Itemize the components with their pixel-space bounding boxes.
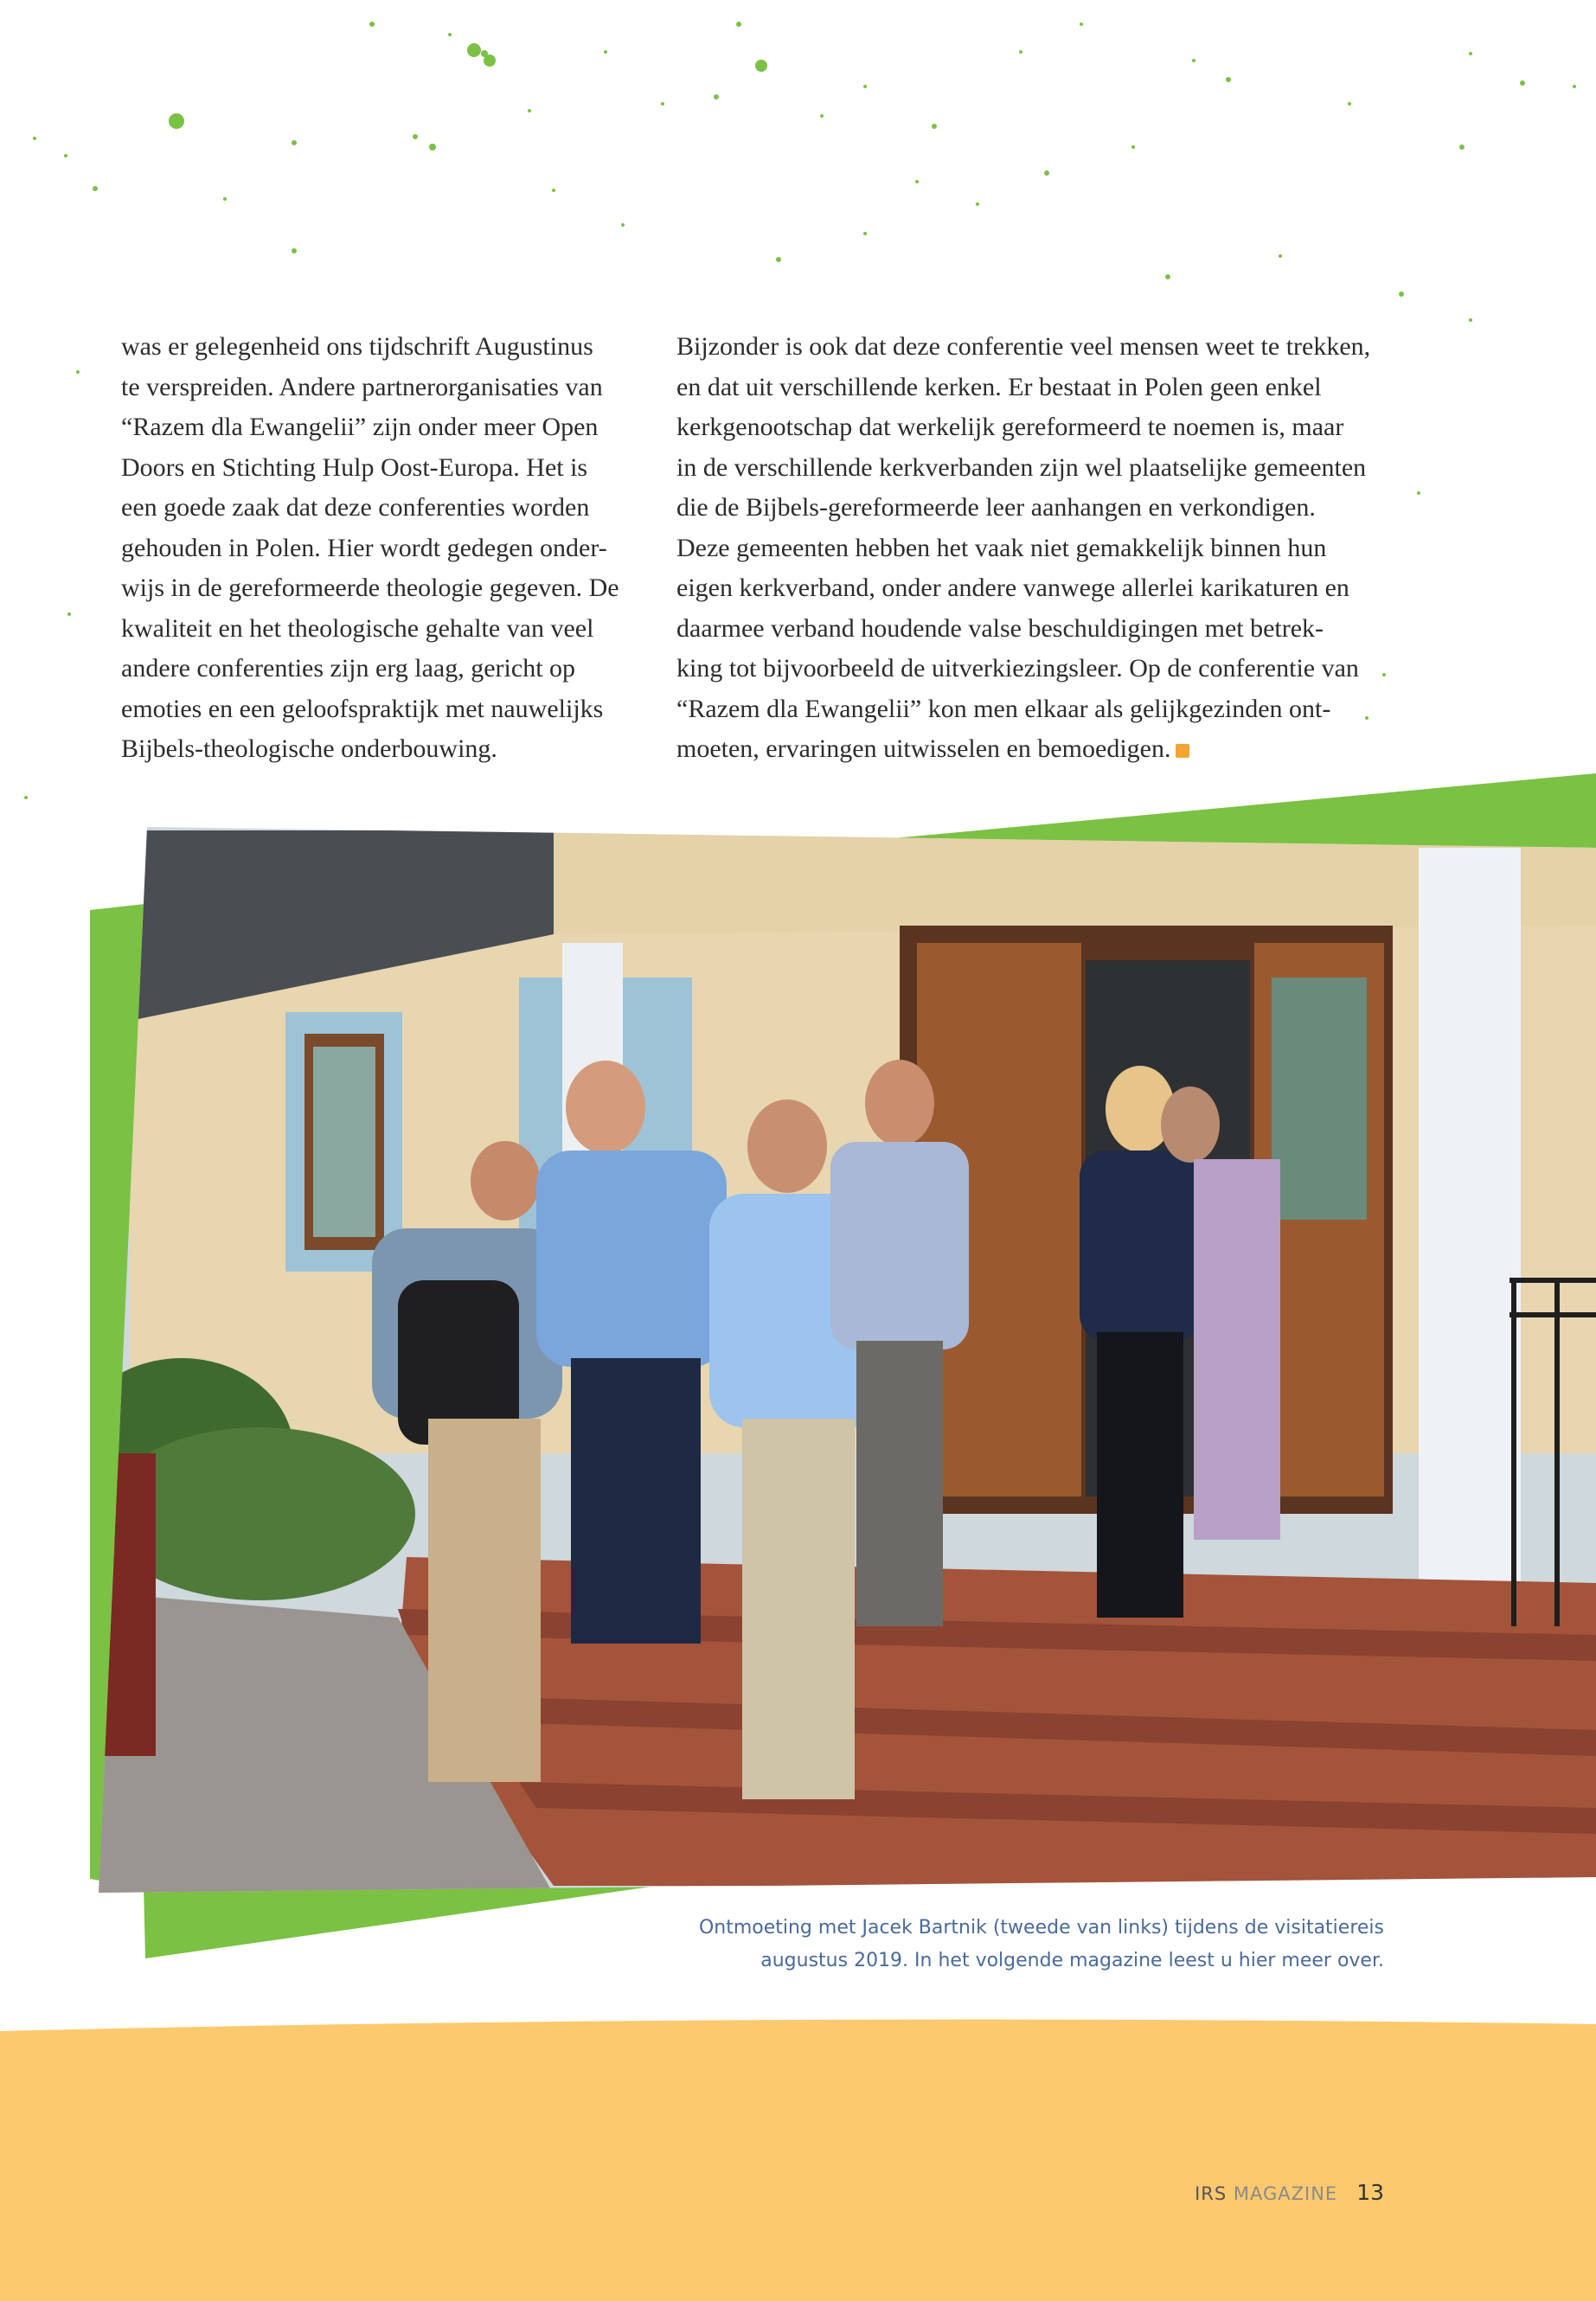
text-line: in de verschillende kerkverbanden zijn wel plaatselijke gemeenten — [676, 452, 1367, 482]
text-line-end: moeten, ervaringen uitwisselen en bemoedigen. — [676, 734, 1171, 763]
text-line: king tot bijvoorbeeld de uitverkiezingsleer. Op de conferentie van — [676, 654, 1359, 683]
text-line: en dat uit verschillende kerken. Er bestaat in Polen geen enkel — [676, 372, 1322, 401]
text-line: daarmee verband houdende valse beschuldigingen met betrek- — [676, 613, 1324, 643]
green-frame-bottom — [144, 1886, 657, 1958]
article-column-right — [676, 327, 1370, 770]
photo-caption — [606, 1912, 1384, 1977]
page-number: 13 — [1356, 2180, 1384, 2205]
magazine-brand — [1195, 2183, 1337, 2204]
text-line: andere conferenties zijn erg laag, gericht op — [121, 654, 576, 683]
text-line: Bijbels-theologische onderbouwing. — [121, 734, 497, 763]
text-line: die de Bijbels-gereformeerde leer aanhangen en verkondigen. — [676, 493, 1316, 522]
end-of-article-mark — [1176, 744, 1189, 758]
text-line: wijs in de gereformeerde theologie gegeven. De — [121, 574, 619, 602]
text-line: te verspreiden. Andere partnerorganisaties van — [121, 372, 603, 401]
article-photo — [0, 761, 1596, 1972]
caption-line: Ontmoeting met Jacek Bartnik (tweede van links) tijdens de visitatiereis — [698, 1917, 1384, 1939]
brand-magazine: MAGAZINE — [1233, 2183, 1338, 2204]
text-line: was er gelegenheid ons tijdschrift Augustinus — [121, 332, 593, 361]
text-line: een goede zaak dat deze conferenties worden — [121, 493, 590, 522]
text-line: eigen kerkverband, onder andere vanwege allerlei karikaturen en — [676, 574, 1349, 602]
text-line: kerkgenootschap dat werkelijk gereformeerd te noemen is, maar — [676, 413, 1344, 441]
text-line: Deze gemeenten hebben het vaak niet gemakkelijk binnen hun — [676, 533, 1327, 562]
footer-band — [0, 2016, 1596, 2301]
caption-line: augustus 2019. In het volgende magazine leest u hier meer over. — [760, 1950, 1384, 1971]
text-line: “Razem dla Ewangelii” zijn onder meer Open — [121, 413, 599, 441]
article-column-left — [121, 327, 619, 770]
text-line: kwaliteit en het theologische gehalte van veel — [121, 613, 594, 643]
page-footer — [1195, 2180, 1384, 2205]
text-line: Bijzonder is ook dat deze conferentie veel mensen weet te trekken, — [676, 332, 1371, 361]
text-line: gehouden in Polen. Hier wordt gedegen onder- — [121, 533, 607, 562]
text-line: “Razem dla Ewangelii” kon men elkaar als gelijkgezinden ont- — [676, 694, 1331, 723]
text-line: Doors en Stichting Hulp Oost-Europa. Het is — [121, 452, 588, 482]
green-frame-top — [865, 773, 1596, 848]
text-line: emoties en een geloofspraktijk met nauwelijks — [121, 694, 604, 723]
brand-irs: IRS — [1195, 2183, 1227, 2204]
